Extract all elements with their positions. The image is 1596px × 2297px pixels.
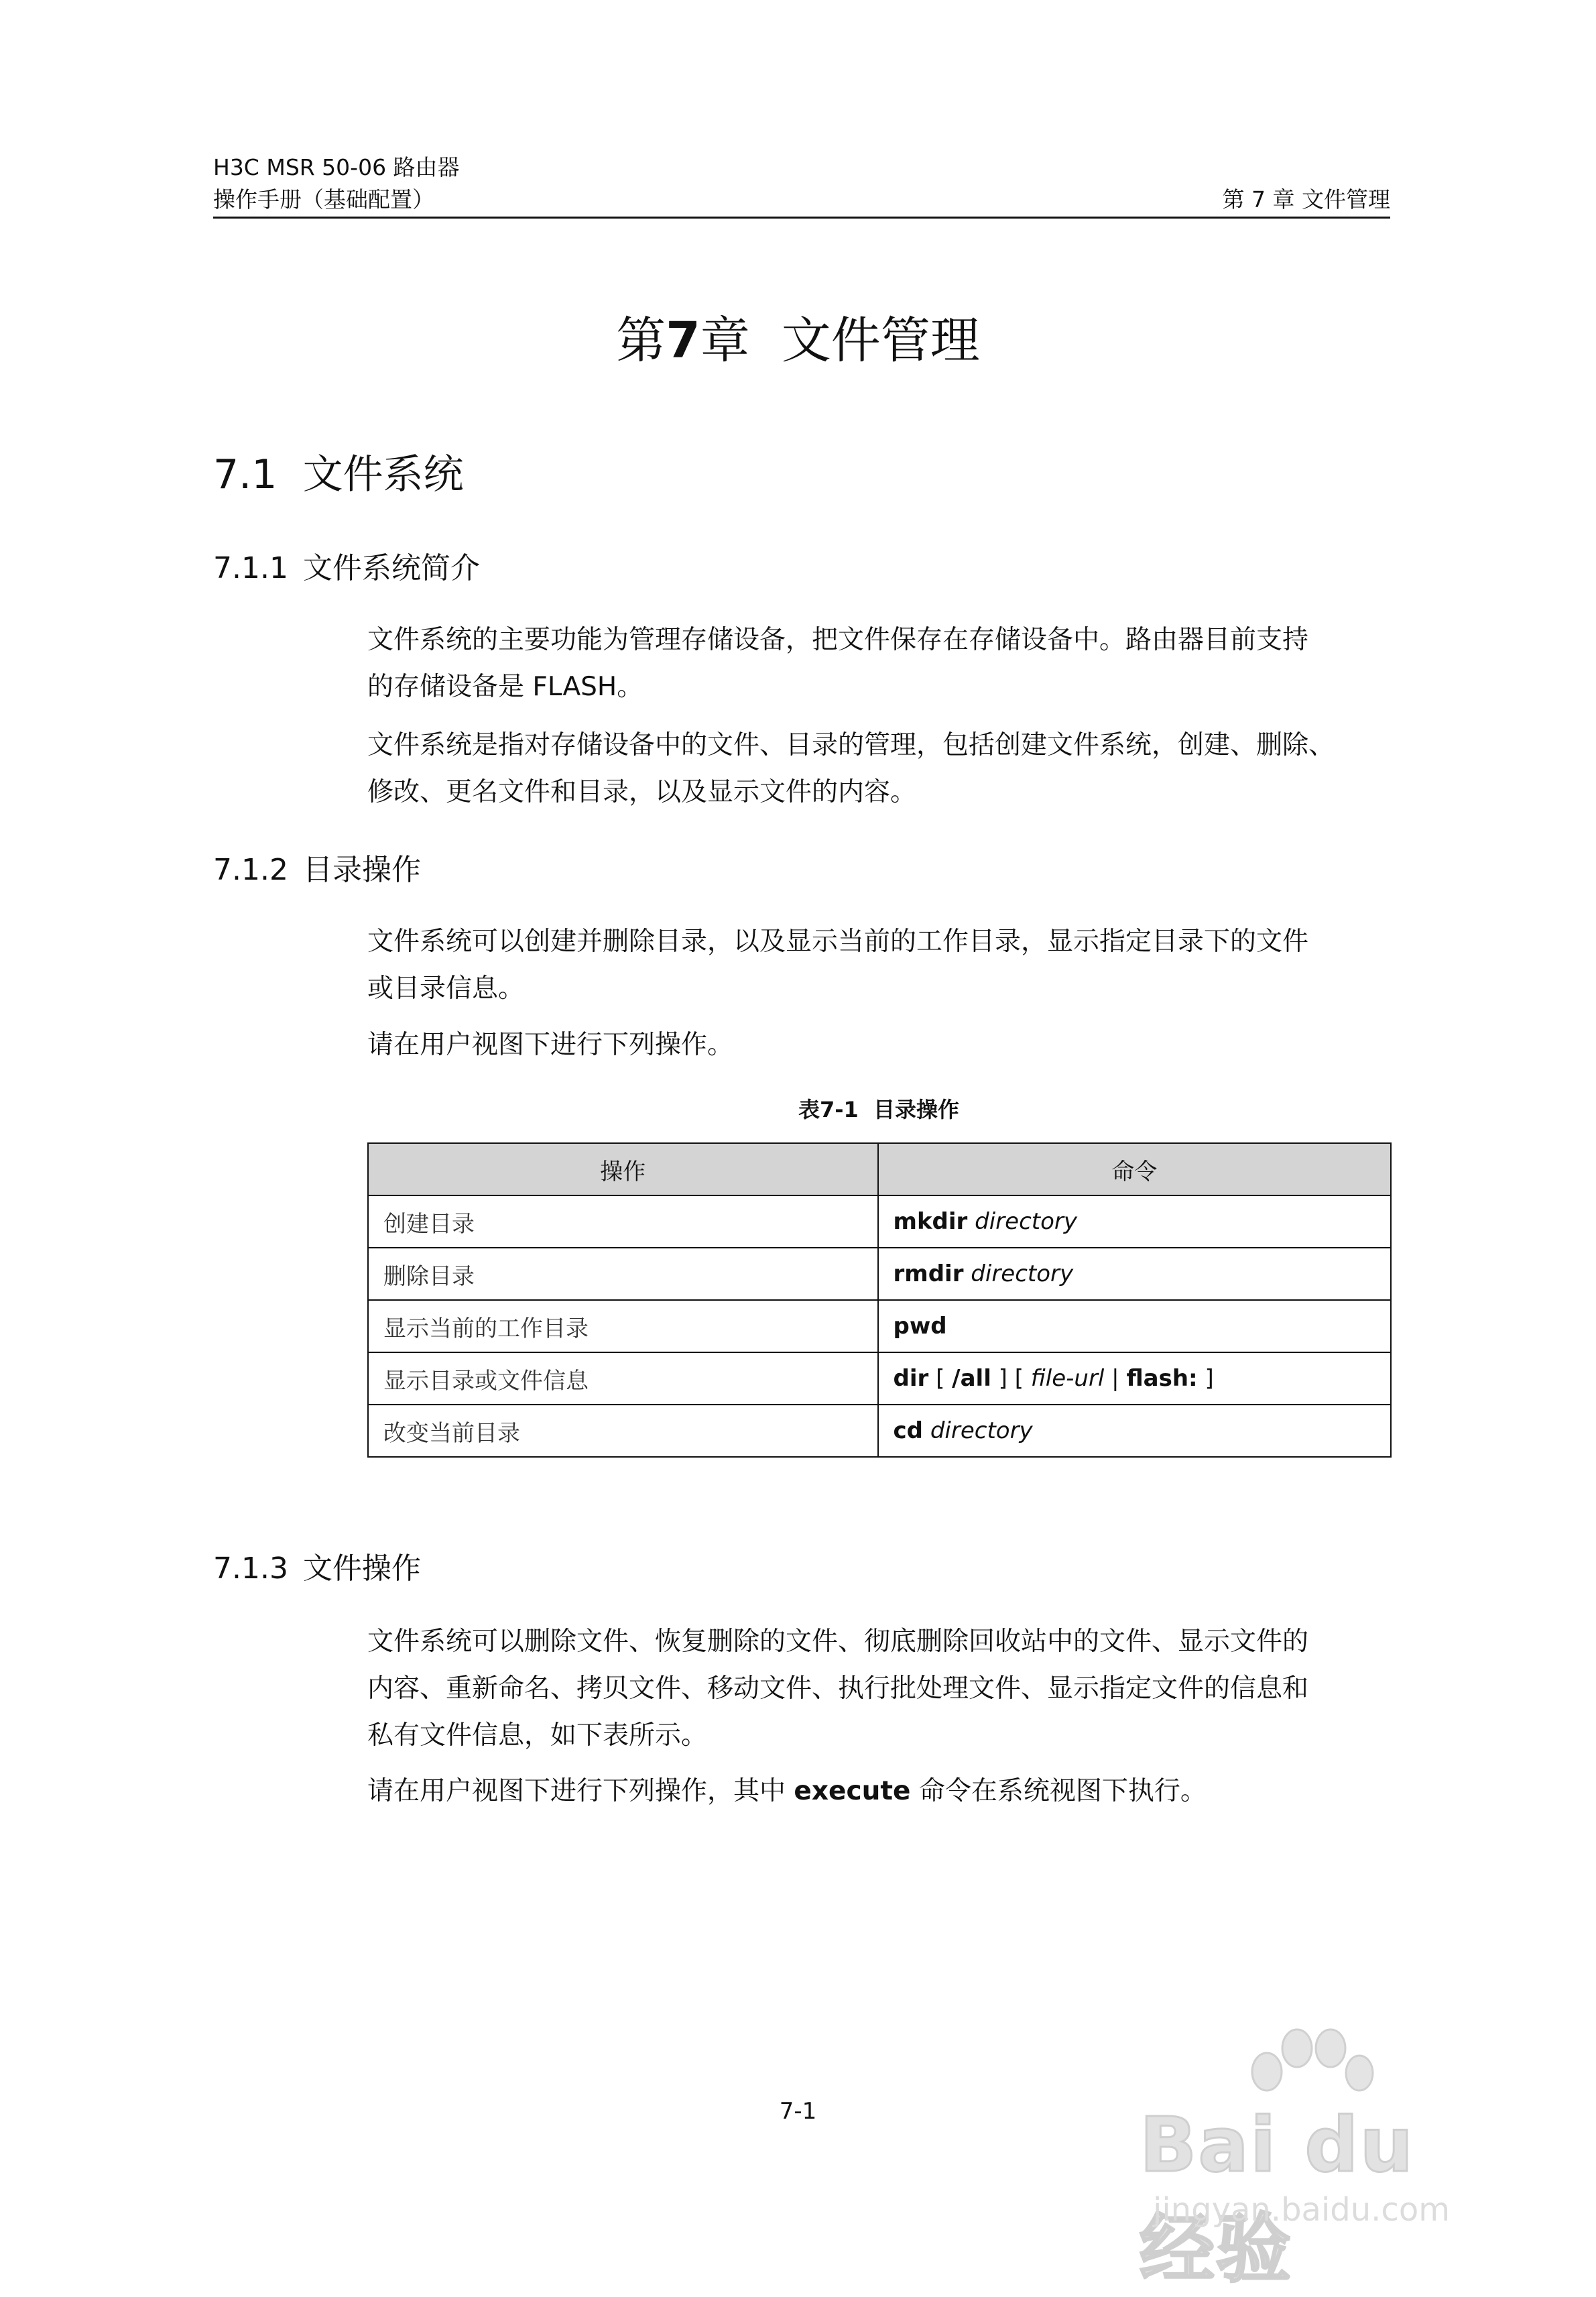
table-cell-command	[878, 1248, 1391, 1300]
command-keyword: mkdir	[893, 1208, 968, 1235]
paragraph-line: 文件系统可以删除文件、恢复删除的文件、彻底删除回收站中的文件、显示文件的	[367, 1627, 1309, 1657]
table-caption: 表7-1 目录操作	[798, 1097, 960, 1122]
table-row	[368, 1195, 1391, 1248]
command-keyword: rmdir	[893, 1260, 964, 1287]
paragraph-7-1-1-b	[367, 722, 1390, 816]
table-row	[368, 1248, 1391, 1300]
section-number: 7.1.1	[213, 551, 288, 585]
paragraph-line: 修改、更名文件和目录，以及显示文件的内容。	[367, 777, 917, 807]
command-keyword: dir	[893, 1365, 929, 1392]
chapter-title-suffix: 章 文件管理	[700, 312, 980, 369]
paragraph-line: 私有文件信息，如下表所示。	[367, 1720, 708, 1751]
section-7-1-heading: 7.1 文件系统	[213, 451, 464, 498]
table-cell-operation: 删除目录	[368, 1248, 878, 1300]
chapter-title-prefix: 第	[616, 312, 666, 369]
paragraph-line: 文件系统是指对存储设备中的文件、目录的管理，包括创建文件系统，创建、删除、	[367, 730, 1335, 760]
paragraph-7-1-2-b: 请在用户视图下进行下列操作。	[367, 1030, 734, 1060]
table-row	[368, 1405, 1391, 1457]
command-separator: |	[1104, 1365, 1127, 1392]
paragraph-line: 文件系统可以创建并删除目录，以及显示当前的工作目录，显示指定目录下的文件	[367, 927, 1309, 957]
command-keyword: cd	[893, 1417, 924, 1444]
command-argument: directory	[975, 1208, 1077, 1235]
table-header-operation: 操作	[368, 1143, 878, 1195]
section-title: 文件系统简介	[302, 551, 480, 585]
command-argument: directory	[971, 1260, 1074, 1287]
table-cell-command	[878, 1405, 1391, 1457]
section-number: 7.1.3	[213, 1551, 288, 1586]
inline-command: execute	[794, 1776, 911, 1806]
header-chapter-ref: 第 7 章 文件管理	[1222, 186, 1390, 213]
command-option: /all	[952, 1365, 991, 1392]
paragraph-7-1-3-a	[367, 1618, 1390, 1759]
header-manual: 操作手册（基础配置）	[213, 186, 434, 213]
page-number: 7-1	[779, 2098, 817, 2125]
section-7-1-1-heading	[213, 548, 480, 589]
table-cell-command	[878, 1352, 1391, 1405]
paragraph-7-1-2-a	[367, 919, 1390, 1012]
section-7-1-2-heading	[213, 850, 421, 890]
section-number: 7.1.2	[213, 853, 288, 887]
paragraph-text: 命令在系统视图下执行。	[910, 1776, 1207, 1806]
watermark-brand: Bai du 经验	[1140, 2102, 1415, 2293]
table-header-row	[368, 1143, 1391, 1195]
table-row	[368, 1352, 1391, 1405]
table-cell-command	[878, 1300, 1391, 1352]
command-bracket: ]	[1197, 1365, 1214, 1392]
command-argument: file-url	[1030, 1365, 1105, 1392]
section-7-1-3-heading	[213, 1549, 421, 1589]
chapter-title	[0, 307, 1596, 374]
directory-operations-table	[367, 1142, 1392, 1458]
baidu-jingyan-watermark	[1140, 2025, 1515, 2293]
section-title: 目录操作	[302, 853, 421, 887]
table-header-command: 命令	[878, 1143, 1391, 1195]
table-cell-operation: 创建目录	[368, 1195, 878, 1248]
paw-logo-icon	[1240, 2025, 1374, 2112]
section-title: 文件操作	[302, 1551, 421, 1586]
header-rule	[213, 217, 1390, 219]
command-argument: directory	[930, 1417, 1033, 1444]
paragraph-7-1-1-a	[367, 617, 1390, 711]
paragraph-line: 或目录信息。	[367, 974, 525, 1004]
command-keyword: pwd	[893, 1313, 947, 1340]
watermark-url: jingyan.baidu.com	[1153, 2191, 1450, 2229]
command-bracket: ] [	[991, 1365, 1031, 1392]
table-cell-operation: 改变当前目录	[368, 1405, 878, 1457]
chapter-title-number: 7	[666, 312, 700, 369]
table-cell-operation: 显示目录或文件信息	[368, 1352, 878, 1405]
paragraph-text: 请在用户视图下进行下列操作，其中	[367, 1776, 794, 1806]
paragraph-line: 的存储设备是 FLASH。	[367, 672, 643, 702]
table-cell-command	[878, 1195, 1391, 1248]
header-product: H3C MSR 50-06 路由器	[213, 154, 460, 180]
paragraph-7-1-3-b	[367, 1768, 1390, 1815]
table-cell-operation: 显示当前的工作目录	[368, 1300, 878, 1352]
paragraph-line: 文件系统的主要功能为管理存储设备，把文件保存在存储设备中。路由器目前支持	[367, 625, 1309, 655]
paragraph-line: 内容、重新命名、拷贝文件、移动文件、执行批处理文件、显示指定文件的信息和	[367, 1673, 1309, 1704]
command-option: flash:	[1126, 1365, 1198, 1392]
command-bracket: [	[936, 1365, 953, 1392]
table-row	[368, 1300, 1391, 1352]
